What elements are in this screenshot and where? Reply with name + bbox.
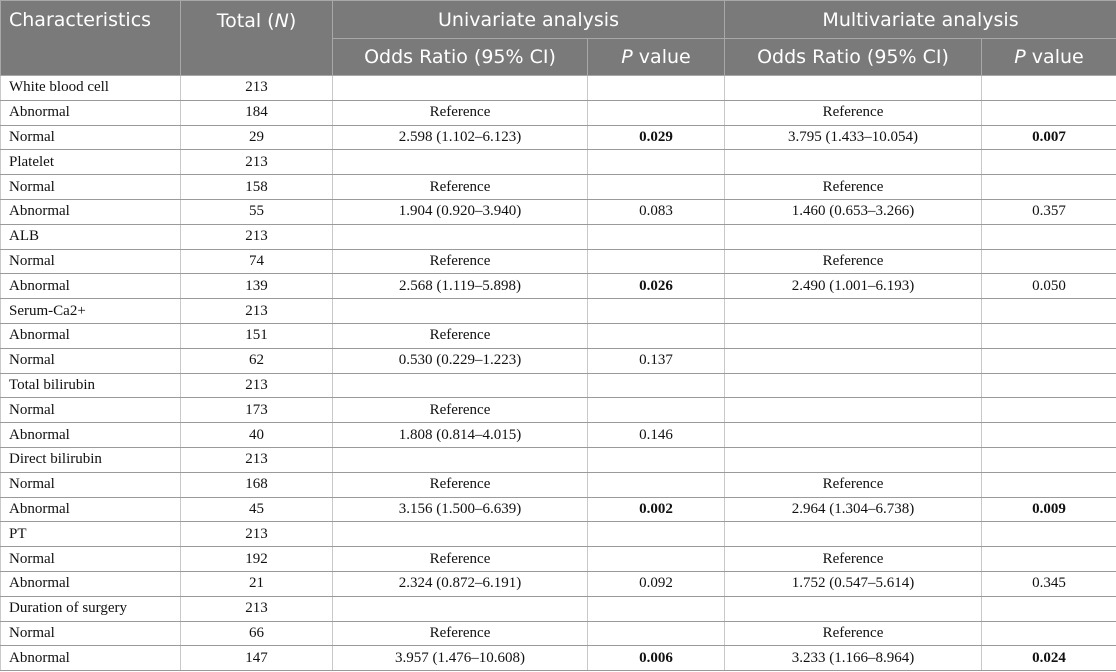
table-row bbox=[1, 571, 1116, 596]
cell-univariate-odds-ratio: Reference bbox=[333, 100, 588, 125]
cell-total: 62 bbox=[181, 348, 333, 373]
cell-univariate-p-value: 0.006 bbox=[588, 646, 725, 671]
cell-multivariate-p-value bbox=[982, 398, 1116, 423]
cell-multivariate-odds-ratio: Reference bbox=[725, 100, 982, 125]
cell-total: 151 bbox=[181, 323, 333, 348]
cell-multivariate-odds-ratio bbox=[725, 447, 982, 472]
cell-total: 213 bbox=[181, 299, 333, 324]
cell-characteristic: White blood cell bbox=[1, 76, 181, 101]
table-row bbox=[1, 497, 1116, 522]
cell-univariate-p-value bbox=[588, 224, 725, 249]
table-row bbox=[1, 323, 1116, 348]
cell-total: 147 bbox=[181, 646, 333, 671]
table-row bbox=[1, 100, 1116, 125]
cell-multivariate-odds-ratio: Reference bbox=[725, 621, 982, 646]
cell-multivariate-p-value bbox=[982, 447, 1116, 472]
table-row bbox=[1, 199, 1116, 224]
cell-univariate-p-value: 0.146 bbox=[588, 423, 725, 448]
cell-total: 158 bbox=[181, 175, 333, 200]
cell-univariate-odds-ratio bbox=[333, 150, 588, 175]
cell-multivariate-p-value bbox=[982, 100, 1116, 125]
cell-total: 55 bbox=[181, 199, 333, 224]
cell-characteristic: Platelet bbox=[1, 150, 181, 175]
cell-characteristic: Abnormal bbox=[1, 571, 181, 596]
cell-total: 139 bbox=[181, 274, 333, 299]
cell-characteristic: Abnormal bbox=[1, 646, 181, 671]
cell-characteristic: Abnormal bbox=[1, 423, 181, 448]
cell-multivariate-odds-ratio bbox=[725, 323, 982, 348]
cell-multivariate-odds-ratio: 3.795 (1.433–10.054) bbox=[725, 125, 982, 150]
cell-univariate-odds-ratio: Reference bbox=[333, 547, 588, 572]
cell-multivariate-p-value: 0.024 bbox=[982, 646, 1116, 671]
cell-univariate-p-value bbox=[588, 175, 725, 200]
table-row bbox=[1, 472, 1116, 497]
cell-univariate-p-value: 0.137 bbox=[588, 348, 725, 373]
cell-total: 66 bbox=[181, 621, 333, 646]
table-row bbox=[1, 150, 1116, 175]
cell-univariate-p-value: 0.002 bbox=[588, 497, 725, 522]
cell-univariate-p-value bbox=[588, 472, 725, 497]
cell-characteristic: Normal bbox=[1, 125, 181, 150]
header-characteristics: Characteristics bbox=[1, 1, 181, 76]
cell-univariate-odds-ratio: 1.904 (0.920–3.940) bbox=[333, 199, 588, 224]
cell-multivariate-p-value: 0.357 bbox=[982, 199, 1116, 224]
cell-total: 168 bbox=[181, 472, 333, 497]
header-total-n: N bbox=[274, 10, 289, 32]
cell-total: 213 bbox=[181, 373, 333, 398]
cell-total: 184 bbox=[181, 100, 333, 125]
table-row bbox=[1, 447, 1116, 472]
cell-characteristic: Normal bbox=[1, 547, 181, 572]
table-row bbox=[1, 125, 1116, 150]
cell-univariate-odds-ratio: 3.156 (1.500–6.639) bbox=[333, 497, 588, 522]
cell-multivariate-odds-ratio bbox=[725, 373, 982, 398]
cell-multivariate-p-value bbox=[982, 323, 1116, 348]
cell-univariate-odds-ratio: Reference bbox=[333, 398, 588, 423]
cell-multivariate-odds-ratio bbox=[725, 150, 982, 175]
cell-univariate-odds-ratio bbox=[333, 522, 588, 547]
cell-characteristic: Serum-Ca2+ bbox=[1, 299, 181, 324]
cell-univariate-odds-ratio: Reference bbox=[333, 621, 588, 646]
table-row bbox=[1, 299, 1116, 324]
cell-univariate-odds-ratio: 2.568 (1.119–5.898) bbox=[333, 274, 588, 299]
cell-univariate-p-value bbox=[588, 596, 725, 621]
cell-characteristic: PT bbox=[1, 522, 181, 547]
cell-multivariate-odds-ratio bbox=[725, 423, 982, 448]
cell-multivariate-p-value bbox=[982, 224, 1116, 249]
table-row bbox=[1, 596, 1116, 621]
cell-characteristic: Abnormal bbox=[1, 497, 181, 522]
cell-total: 213 bbox=[181, 76, 333, 101]
table-row bbox=[1, 175, 1116, 200]
cell-multivariate-p-value bbox=[982, 596, 1116, 621]
cell-multivariate-p-value bbox=[982, 423, 1116, 448]
cell-multivariate-p-value bbox=[982, 348, 1116, 373]
cell-total: 173 bbox=[181, 398, 333, 423]
cell-univariate-odds-ratio bbox=[333, 447, 588, 472]
cell-univariate-p-value bbox=[588, 150, 725, 175]
cell-univariate-p-value bbox=[588, 447, 725, 472]
table-row bbox=[1, 373, 1116, 398]
cell-multivariate-odds-ratio: Reference bbox=[725, 249, 982, 274]
header-uni-p-value bbox=[588, 39, 725, 76]
cell-univariate-p-value bbox=[588, 522, 725, 547]
header-multi-p: P bbox=[1014, 46, 1026, 68]
cell-multivariate-odds-ratio: 3.233 (1.166–8.964) bbox=[725, 646, 982, 671]
cell-characteristic: Normal bbox=[1, 348, 181, 373]
cell-characteristic: ALB bbox=[1, 224, 181, 249]
cell-multivariate-odds-ratio: 2.490 (1.001–6.193) bbox=[725, 274, 982, 299]
cell-multivariate-odds-ratio bbox=[725, 522, 982, 547]
cell-total: 40 bbox=[181, 423, 333, 448]
cell-univariate-p-value bbox=[588, 398, 725, 423]
header-total-prefix: Total ( bbox=[216, 10, 275, 32]
cell-multivariate-p-value: 0.050 bbox=[982, 274, 1116, 299]
table-row bbox=[1, 621, 1116, 646]
cell-univariate-p-value bbox=[588, 299, 725, 324]
cell-total: 21 bbox=[181, 571, 333, 596]
cell-multivariate-p-value: 0.007 bbox=[982, 125, 1116, 150]
cell-multivariate-p-value bbox=[982, 472, 1116, 497]
table-row bbox=[1, 423, 1116, 448]
cell-univariate-odds-ratio: Reference bbox=[333, 323, 588, 348]
cell-univariate-p-value bbox=[588, 373, 725, 398]
cell-univariate-odds-ratio: 0.530 (0.229–1.223) bbox=[333, 348, 588, 373]
cell-multivariate-p-value bbox=[982, 547, 1116, 572]
header-univariate: Univariate analysis bbox=[333, 1, 725, 39]
cell-multivariate-odds-ratio bbox=[725, 398, 982, 423]
cell-multivariate-odds-ratio bbox=[725, 76, 982, 101]
header-multivariate: Multivariate analysis bbox=[725, 1, 1116, 39]
cell-multivariate-odds-ratio bbox=[725, 299, 982, 324]
table-row bbox=[1, 522, 1116, 547]
cell-characteristic: Abnormal bbox=[1, 323, 181, 348]
cell-total: 213 bbox=[181, 596, 333, 621]
table-row bbox=[1, 348, 1116, 373]
cell-total: 29 bbox=[181, 125, 333, 150]
cell-multivariate-p-value bbox=[982, 249, 1116, 274]
cell-characteristic: Normal bbox=[1, 472, 181, 497]
header-multi-odds-ratio: Odds Ratio (95% CI) bbox=[725, 39, 982, 76]
cell-multivariate-odds-ratio: 2.964 (1.304–6.738) bbox=[725, 497, 982, 522]
cell-univariate-odds-ratio bbox=[333, 299, 588, 324]
cell-univariate-odds-ratio bbox=[333, 76, 588, 101]
cell-univariate-odds-ratio bbox=[333, 596, 588, 621]
header-uni-p: P bbox=[621, 46, 633, 68]
cell-characteristic: Total bilirubin bbox=[1, 373, 181, 398]
cell-univariate-p-value bbox=[588, 547, 725, 572]
header-total bbox=[181, 1, 333, 76]
cell-characteristic: Abnormal bbox=[1, 274, 181, 299]
cell-multivariate-odds-ratio: 1.460 (0.653–3.266) bbox=[725, 199, 982, 224]
table-header bbox=[1, 1, 1116, 76]
cell-multivariate-p-value: 0.345 bbox=[982, 571, 1116, 596]
header-uni-odds-ratio: Odds Ratio (95% CI) bbox=[333, 39, 588, 76]
table-body bbox=[1, 76, 1116, 671]
cell-univariate-odds-ratio: 3.957 (1.476–10.608) bbox=[333, 646, 588, 671]
cell-characteristic: Normal bbox=[1, 175, 181, 200]
table-row bbox=[1, 398, 1116, 423]
cell-characteristic: Normal bbox=[1, 398, 181, 423]
header-multi-p-value bbox=[982, 39, 1116, 76]
cell-characteristic: Duration of surgery bbox=[1, 596, 181, 621]
cell-total: 74 bbox=[181, 249, 333, 274]
cell-multivariate-p-value bbox=[982, 621, 1116, 646]
header-multi-p-suffix: value bbox=[1025, 46, 1084, 68]
cell-univariate-odds-ratio: Reference bbox=[333, 249, 588, 274]
table-row bbox=[1, 249, 1116, 274]
cell-multivariate-p-value bbox=[982, 76, 1116, 101]
cell-characteristic: Normal bbox=[1, 621, 181, 646]
cell-univariate-odds-ratio: 2.598 (1.102–6.123) bbox=[333, 125, 588, 150]
header-uni-p-suffix: value bbox=[632, 46, 691, 68]
cell-univariate-odds-ratio bbox=[333, 224, 588, 249]
cell-univariate-odds-ratio bbox=[333, 373, 588, 398]
cell-characteristic: Abnormal bbox=[1, 199, 181, 224]
cell-univariate-odds-ratio: 2.324 (0.872–6.191) bbox=[333, 571, 588, 596]
cell-univariate-p-value bbox=[588, 76, 725, 101]
cell-univariate-p-value: 0.083 bbox=[588, 199, 725, 224]
table-row bbox=[1, 224, 1116, 249]
cell-multivariate-p-value bbox=[982, 150, 1116, 175]
table-row bbox=[1, 274, 1116, 299]
cell-multivariate-p-value bbox=[982, 373, 1116, 398]
cell-multivariate-odds-ratio: 1.752 (0.547–5.614) bbox=[725, 571, 982, 596]
cell-multivariate-odds-ratio: Reference bbox=[725, 472, 982, 497]
cell-total: 213 bbox=[181, 447, 333, 472]
cell-univariate-p-value bbox=[588, 621, 725, 646]
cell-total: 192 bbox=[181, 547, 333, 572]
cell-univariate-p-value bbox=[588, 100, 725, 125]
cell-total: 213 bbox=[181, 150, 333, 175]
cell-univariate-odds-ratio: 1.808 (0.814–4.015) bbox=[333, 423, 588, 448]
cell-multivariate-odds-ratio bbox=[725, 348, 982, 373]
cell-univariate-odds-ratio: Reference bbox=[333, 472, 588, 497]
cell-multivariate-p-value bbox=[982, 299, 1116, 324]
cell-total: 213 bbox=[181, 522, 333, 547]
cell-univariate-odds-ratio: Reference bbox=[333, 175, 588, 200]
cell-multivariate-odds-ratio bbox=[725, 224, 982, 249]
table-row bbox=[1, 76, 1116, 101]
cell-multivariate-p-value: 0.009 bbox=[982, 497, 1116, 522]
cell-characteristic: Normal bbox=[1, 249, 181, 274]
cell-total: 45 bbox=[181, 497, 333, 522]
cell-multivariate-p-value bbox=[982, 522, 1116, 547]
table-row bbox=[1, 646, 1116, 671]
header-total-suffix: ) bbox=[288, 10, 297, 32]
table-row bbox=[1, 547, 1116, 572]
cell-univariate-p-value: 0.026 bbox=[588, 274, 725, 299]
cell-total: 213 bbox=[181, 224, 333, 249]
cell-multivariate-p-value bbox=[982, 175, 1116, 200]
cell-univariate-p-value: 0.029 bbox=[588, 125, 725, 150]
cell-multivariate-odds-ratio: Reference bbox=[725, 175, 982, 200]
cell-univariate-p-value bbox=[588, 249, 725, 274]
cell-multivariate-odds-ratio: Reference bbox=[725, 547, 982, 572]
cell-multivariate-odds-ratio bbox=[725, 596, 982, 621]
cell-univariate-p-value bbox=[588, 323, 725, 348]
cell-characteristic: Direct bilirubin bbox=[1, 447, 181, 472]
cell-characteristic: Abnormal bbox=[1, 100, 181, 125]
cell-univariate-p-value: 0.092 bbox=[588, 571, 725, 596]
